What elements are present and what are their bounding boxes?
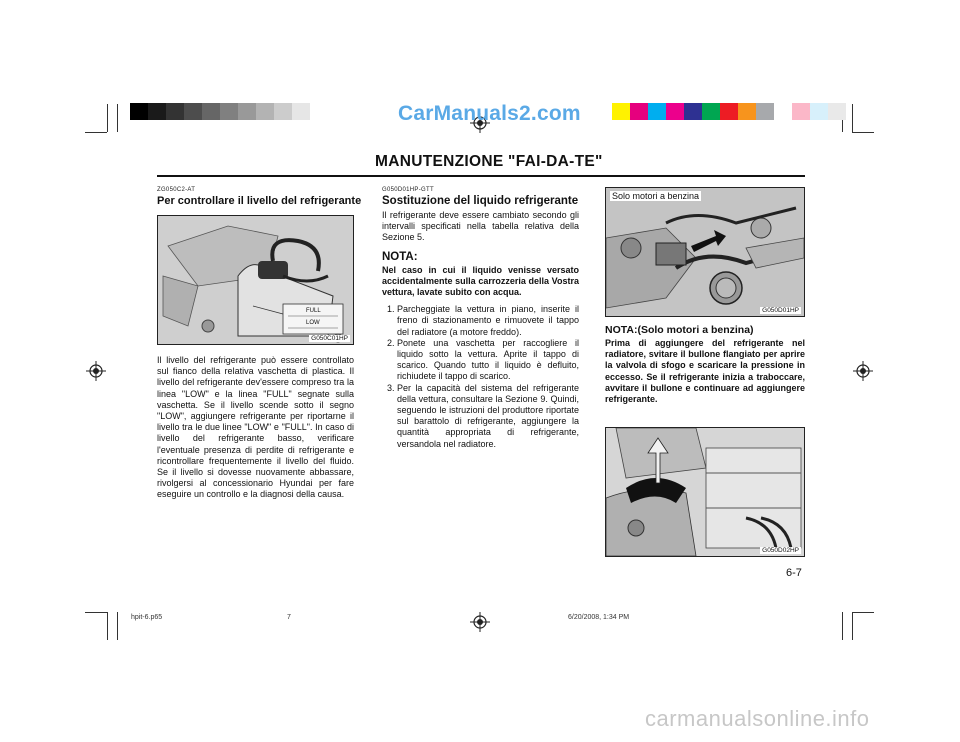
color-colorbar [612,103,846,120]
nota-text: Prima di aggiungere del refrigerante nel radiatore, svitare il bullone flangiato per aprire la valvola di sfogo e scaricare la pressione in eccesso. Se il refrigerante inizia a traboccare, avvitare il bullone e continuare ad aggiungere refrigerante. [605,338,805,405]
page-title: MANUTENZIONE "FAI-DA-TE" [375,153,603,170]
crop-mark [107,104,108,132]
figure-label: G050D02HP [762,547,799,555]
color-swatch [292,103,310,120]
radiator-figure [605,427,805,557]
figure-label: G050C01HP [311,335,348,342]
radiator-bolt-illustration [606,428,804,556]
color-swatch [202,103,220,120]
color-swatch [166,103,184,120]
nota-heading: NOTA: [382,250,418,263]
color-swatch [666,103,684,120]
color-swatch [612,103,630,120]
watermark-logo[interactable]: CarManuals2.com [398,102,581,125]
registration-mark-icon [86,361,106,381]
list-item: 3. Per la capacità del sistema del refrigerante della vettura, consultare la Sezione 9. Quindi, seguendo le istruzioni del produttore riportate sul barattolo di refrigerante, aggiungere la quantità appropriata di refrigerante, versandola nel radiatore. [397,383,579,450]
color-swatch [702,103,720,120]
nota-text: Nel caso in cui il liquido venisse versato accidentalmente sulla carrozzeria della Vostra vettura, lavate subito con acqua. [382,264,579,298]
figure-caption: Solo motori a benzina [612,191,700,201]
crop-mark [107,612,108,640]
color-swatch [810,103,828,120]
page-number: 6-7 [786,567,802,579]
color-swatch [738,103,756,120]
engine-bay-illustration [606,188,804,316]
column-coolant-replacement [382,187,579,450]
title-rule [157,175,805,177]
color-swatch [274,103,292,120]
footer-filename: hpit-6.p65 [131,614,163,621]
footer-page: 7 [287,614,291,621]
engine-figure [605,187,805,317]
list-item: 1. Parcheggiate la vettura in piano, inserite il freno di stazionamento e rimuovete il tappo del radiatore (a motore freddo). [397,304,579,338]
crop-mark [852,612,853,640]
color-swatch [720,103,738,120]
color-swatch [130,103,148,120]
low-mark-label: LOW [306,320,320,326]
color-swatch [828,103,846,120]
registration-mark-icon [470,612,490,632]
crop-mark [852,132,874,133]
section-code: ZG050C2-AT [157,187,196,193]
full-mark-label: FULL [306,308,321,314]
crop-mark [117,104,118,132]
crop-mark [85,132,107,133]
grayscale-colorbar [130,103,310,120]
crop-mark [852,612,874,613]
color-swatch [774,103,792,120]
steps-list [382,304,579,450]
color-swatch [648,103,666,120]
intro-paragraph: Il refrigerante deve essere cambiato secondo gli intervalli specificati nella tabella relativa della Sezione 5. [382,210,579,243]
coolant-level-paragraph: Il livello del refrigerante può essere controllato sul fianco della relativa vaschetta di plastica. Il livello del refrigerante dev'essere compreso tra la linea "LOW" e la linea "FULL" segnate sulla vaschetta. Se il livello scende sotto il segno "LOW", aggiungere refrigerante per riportarne il livello tra le due linee "LOW" e "FULL". In caso di livello del refrigerante basso, verificare l'eventuale presenza di perdite di refrigerante e ricontrollare frequentemente il livello del fluido. Se il livello si dovesse nuovamente abbassare, rivolgersi al concessionario Hyundai per fare eseguire un controllo e la diagnosi della causa. [157,355,354,500]
figure-label: G050D01HP [762,307,799,314]
color-swatch [684,103,702,120]
bottom-watermark[interactable]: carmanualsonline.info [645,706,870,731]
crop-mark [85,612,107,613]
section-heading: Sostituzione del liquido refrigerante [382,195,579,207]
crop-mark [852,104,853,132]
coolant-reservoir-illustration [158,216,353,344]
footer-timestamp: 6/20/2008, 1:34 PM [568,614,630,621]
color-swatch [238,103,256,120]
color-swatch [630,103,648,120]
color-swatch [256,103,274,120]
color-swatch [220,103,238,120]
color-swatch [756,103,774,120]
nota-heading: NOTA:(Solo motori a benzina) [605,324,754,336]
color-swatch [184,103,202,120]
registration-mark-icon [853,361,873,381]
list-item: 2. Ponete una vaschetta per raccogliere il liquido sotto la vettura. Aprite il tappo di scarico. Quando tutto il liquido è defluito, richiudete il tappo di scarico. [397,338,579,383]
column-coolant-level [157,187,362,501]
column-note [605,187,805,557]
crop-mark [842,612,843,640]
section-code: G050D01HP-GTT [382,187,434,193]
coolant-reservoir-figure [157,215,354,345]
crop-mark [117,612,118,640]
section-heading: Per controllare il livello del refrigerante [157,195,362,207]
color-swatch [148,103,166,120]
color-swatch [792,103,810,120]
